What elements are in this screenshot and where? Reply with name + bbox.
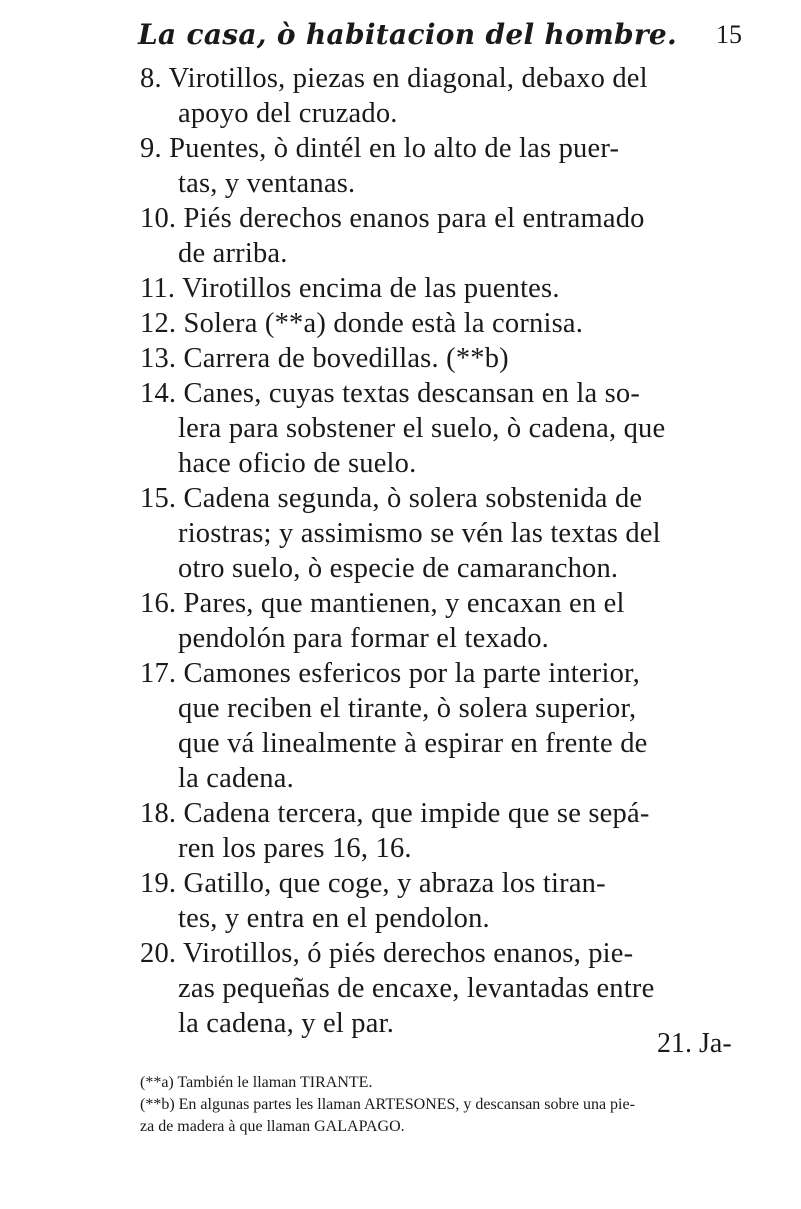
text-line: ren los pares 16, 16. [178,833,412,864]
text-line: 17. Camones esfericos por la parte interior, [140,658,640,689]
text-line: apoyo del cruzado. [178,98,398,129]
text-line: tas, y ventanas. [178,168,356,199]
footnote: za de madera à que llaman GALAPAGO. [140,1118,405,1135]
text-line: la cadena, y el par. [178,1008,395,1039]
text-line: pendolón para formar el texado. [178,623,550,654]
text-line: 18. Cadena tercera, que impide que se sepá- [140,798,650,829]
text-line: hace oficio de suelo. [178,448,417,479]
text-line: 10. Piés derechos enanos para el entramado [140,203,645,234]
text-line: 14. Canes, cuyas textas descansan en la so- [140,378,641,409]
text-line: tes, y entra en el pendolon. [178,903,490,934]
text-line: de arriba. [178,238,288,269]
text-line: zas pequeñas de encaxe, levantadas entre [178,973,655,1004]
text-line: que reciben el tirante, ò solera superior, [178,693,637,724]
catchword: 21. Ja- [657,1028,732,1059]
text-line: 20. Virotillos, ó piés derechos enanos, pie- [140,938,634,969]
text-line: 15. Cadena segunda, ò solera sobstenida de [140,483,643,514]
text-line: 8. Virotillos, piezas en diagonal, debaxo del [140,63,648,94]
text-line: 16. Pares, que mantienen, y encaxan en el [140,588,625,619]
page-number: 15 [716,20,742,49]
text-line: riostras; y assimismo se vén las textas del [178,518,661,549]
text-line: que vá linealmente à espirar en frente de [178,728,648,759]
text-line: otro suelo, ò especie de camaranchon. [178,553,619,584]
text-line: 11. Virotillos encima de las puentes. [140,273,560,304]
text-line: 13. Carrera de bovedillas. (**b) [140,343,509,374]
footnote: (**a) También le llaman TIRANTE. [140,1074,373,1091]
text-line: 9. Puentes, ò dintél en lo alto de las puer- [140,133,620,164]
page-header [0,18,801,58]
text-line: 12. Solera (**a) donde està la cornisa. [140,308,584,339]
footnote: (**b) En algunas partes les llaman ARTESONES, y descansan sobre una pie- [140,1096,635,1113]
text-line: 19. Gatillo, que coge, y abraza los tiran- [140,868,606,899]
text-line: la cadena. [178,763,294,794]
running-title: La casa, ò habitacion del hombre. [138,18,678,51]
text-line: lera para sobstener el suelo, ò cadena, que [178,413,666,444]
